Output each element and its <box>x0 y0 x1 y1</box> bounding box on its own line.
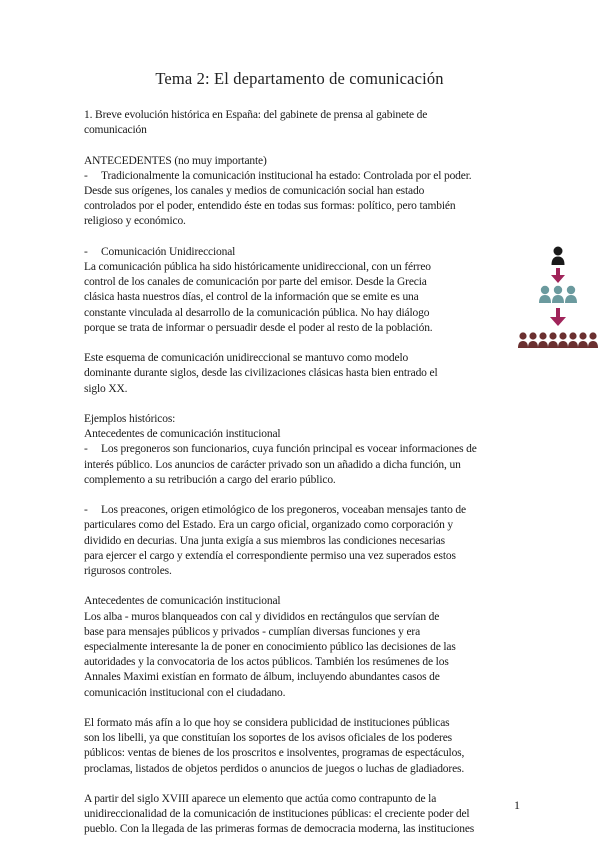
section-heading-line: comunicación <box>84 124 147 137</box>
text-line: públicos: ventas de bienes de los proscritos e insolventes, programas de espectáculos, <box>84 747 465 760</box>
text-line: religioso y económico. <box>84 215 186 228</box>
text-line: controlados por el poder, entendido éste en todas sus formas: político, pero también <box>84 200 456 213</box>
text-line: porque se trata de informar o persuadir desde el poder al resto de la población. <box>84 321 433 334</box>
bullet-dash: - <box>84 245 88 258</box>
person-icon <box>558 332 568 348</box>
person-icon <box>552 247 565 266</box>
arrow-down-icon <box>550 308 566 326</box>
section-heading-line: 1. Breve evolución histórica en España: del gabinete de prensa al gabinete de <box>84 109 428 121</box>
person-icon <box>578 332 588 348</box>
bullet-dash: - <box>84 169 88 182</box>
text-line: proclamas, listados de objetos perdidos o anuncios de juegos o luchas de gladiadores. <box>84 762 465 775</box>
person-icon <box>565 286 577 303</box>
arrow-down-icon <box>551 268 565 283</box>
subheading: Antecedentes de comunicación institucional <box>84 428 281 441</box>
text-line: unidireccionalidad de la comunicación de instituciones públicas: el creciente poder del <box>84 808 470 821</box>
text-line: comunicación institucional con el ciudadano. <box>84 686 286 699</box>
text-line: especialmente interesante la de poner en conocimiento público las decisiones de las <box>84 641 456 654</box>
text-line: siglo XX. <box>84 382 128 395</box>
bullet-dash: - <box>84 504 88 517</box>
text-line: Este esquema de comunicación unidireccional se mantuvo como modelo <box>84 352 409 365</box>
person-icon <box>548 332 558 348</box>
text-line: control de los canales de comunicación por parte del emisor. Desde la Grecia <box>84 276 427 289</box>
text-line: - Comunicación Unidireccional <box>84 245 516 260</box>
hierarchy-people-illustration <box>517 244 599 364</box>
text-line: son los libelli, ya que constituían los soportes de los avisos oficiales de los poderes <box>84 732 452 745</box>
text-line: pueblo. Con la llegada de las primeras formas de democracia moderna, las instituciones <box>84 823 475 836</box>
person-icon <box>518 332 528 348</box>
text-line: base para mensajes públicos y privados - cumplían diversas funciones y era <box>84 625 421 638</box>
person-icon <box>552 286 564 303</box>
text-line: para ejercer el cargo y extendía el correspondiente permiso una vez superados estos <box>84 549 456 562</box>
text-line: constante vinculada al desarrollo de la comunicación pública. No hay diálogo <box>84 306 430 319</box>
text-line: interés público. Los anuncios de carácter privado son un añadido a dicha función, un <box>84 458 461 471</box>
person-icon <box>588 332 598 348</box>
text-line: - Los preacones, origen etimológico de los pregoneros, voceaban mensajes tanto de <box>84 503 516 518</box>
text-line: rigurosos controles. <box>84 565 172 578</box>
text-line: particulares como del Estado. Era un cargo oficial, organizado como corporación y <box>84 519 454 532</box>
text-line: - Tradicionalmente la comunicación institucional ha estado: Controlada por el poder. <box>84 169 516 184</box>
page-number: 1 <box>514 798 520 812</box>
person-icon <box>568 332 578 348</box>
subheading: Antecedentes de comunicación institucional <box>84 595 281 608</box>
hierarchy-people-icon <box>517 244 599 364</box>
text-line: Los alba - muros blanqueados con cal y divididos en rectángulos que servían de <box>84 610 440 623</box>
text-line: complemento a su retribución a cargo del erario público. <box>84 473 336 486</box>
ejemplos-heading: Ejemplos históricos: <box>84 413 176 425</box>
antecedentes-heading: ANTECEDENTES (no muy importante) <box>84 154 267 167</box>
document-title: Tema 2: El departamento de comunicación <box>155 69 444 88</box>
text-line: clásica hasta nuestros días, el control de la información que se emite es una <box>84 291 419 304</box>
person-icon <box>539 286 551 303</box>
text-line: A partir del siglo XVIII aparece un elemento que actúa como contrapunto de la <box>84 793 437 806</box>
person-icon <box>528 332 538 348</box>
text-line: La comunicación pública ha sido históricamente unidireccional, con un férreo <box>84 261 431 273</box>
text-line: - Los pregoneros son funcionarios, cuya función principal es vocear informaciones de <box>84 442 516 457</box>
text-line: dominante durante siglos, desde las civilizaciones clásicas hasta bien entrado el <box>84 367 438 380</box>
document-body <box>84 108 516 838</box>
text-line: Annales Maximi existían en formato de álbum, incluyendo abundantes casos de <box>84 671 440 684</box>
text-line: El formato más afín a lo que hoy se considera publicidad de instituciones públicas <box>84 717 450 730</box>
text-line: dividido en decurias. Una junta exigía a sus miembros las condiciones necesarias <box>84 534 446 547</box>
person-icon <box>538 332 548 348</box>
text-line: Desde sus orígenes, los canales y medios de comunicación social han estado <box>84 185 425 197</box>
text-line: autoridades y la convocatoria de los actos públicos. También los resúmenes de los <box>84 656 449 669</box>
bullet-dash: - <box>84 443 88 456</box>
